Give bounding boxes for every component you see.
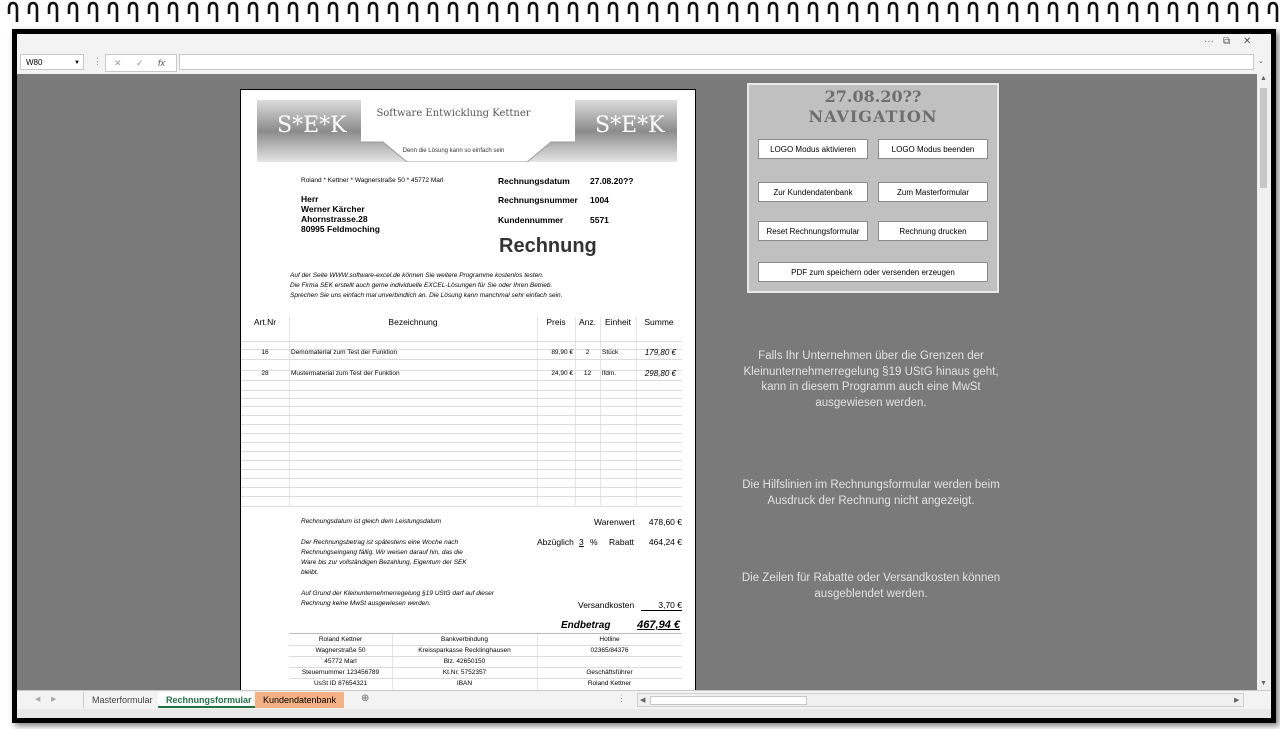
recipient-street: Ahornstrasse.28: [301, 214, 368, 224]
scroll-down-icon[interactable]: ▼: [1260, 680, 1267, 687]
footer-manager: Roland Kettner: [587, 680, 632, 687]
spiral-ring: [829, 3, 837, 22]
discount-percent-input[interactable]: 3: [579, 537, 584, 547]
col-header-einheit: Einheit: [605, 317, 631, 327]
spiral-ring: [689, 3, 697, 22]
spiral-ring: [1089, 3, 1097, 22]
note-hide-rows: Die Zeilen für Rabatte oder Versandkosten können ausgeblendet werden.: [741, 572, 1001, 600]
spiral-ring: [929, 3, 937, 22]
note-vat: Falls Ihr Unternehmen über die Grenzen der Kleinunternehmerregelung §19 UStG hinaus geht, kann in diesem Programm auch eine MwSt ausgewiesen werden.: [743, 350, 999, 409]
tab-prev-icon[interactable]: ◀: [35, 696, 41, 703]
spiral-ring: [469, 3, 477, 22]
spiral-ring: [189, 3, 197, 22]
intro-line-1: Auf der Seite WWW.software-excel.de können Sie weitere Programme kostenlos testen.: [290, 272, 544, 279]
master-form-button[interactable]: Zum Masterformular: [878, 182, 988, 202]
invoice-date-label: Rechnungsdatum: [498, 176, 570, 186]
footer-hotline-label: Hotline: [599, 636, 620, 643]
footer-manager-label: Geschäftsführer: [586, 669, 633, 676]
spiral-ring: [989, 3, 997, 22]
total-label: Endbetrag: [561, 620, 611, 631]
spiral-ring: [29, 3, 37, 22]
spiral-ring: [589, 3, 597, 22]
shipping-label: Versandkosten: [578, 600, 635, 610]
item-sum: 298,80 €: [644, 369, 676, 378]
item-artnr: 28: [261, 370, 269, 377]
create-pdf-button[interactable]: PDF zum speichern oder versenden erzeugen: [758, 262, 988, 282]
spiral-ring: [1129, 3, 1137, 22]
logo-left: S*E*K: [277, 113, 347, 138]
horizontal-scrollbar[interactable]: [637, 693, 1244, 707]
col-header-anz: Anz.: [578, 317, 596, 327]
item-sum: 179,80 €: [644, 348, 676, 357]
nav-title: NAVIGATION: [808, 107, 938, 126]
spiral-ring: [1269, 3, 1277, 22]
note-payment-line-3: Ware bis zur vollständigen Bezahlung, Eigentum der SEK: [301, 559, 467, 566]
footer-street: Wagnerstraße 50: [315, 647, 366, 654]
spiral-ring: [169, 3, 177, 22]
item-price: 89,90 €: [551, 349, 573, 356]
spiral-ring: [449, 3, 457, 22]
spiral-ring: [789, 3, 797, 22]
intro-line-2: Die Firma SEK erstellt auch gerne individuelle EXCEL-Lösungen für Sie oder Ihren Betrieb.: [290, 282, 553, 289]
footer-bank-label: Bankverbindung: [441, 636, 488, 643]
spiral-ring: [89, 3, 97, 22]
spiral-ring: [629, 3, 637, 22]
spiral-ring: [889, 3, 897, 22]
spiral-ring: [949, 3, 957, 22]
item-description: Demomaterial zum Test der Funktion: [291, 349, 398, 356]
window-titlebar: [17, 34, 1271, 52]
formula-buttons: [105, 54, 177, 72]
spiral-ring: [749, 3, 757, 22]
worksheet-area[interactable]: [17, 74, 1257, 690]
reset-invoice-button[interactable]: Reset Rechnungsformular: [758, 221, 868, 241]
vertical-scrollbar[interactable]: [1257, 74, 1271, 690]
spiral-ring: [609, 3, 617, 22]
item-description: Mustermaterial zum Test der Funktion: [291, 370, 400, 377]
invoice-date-value: 27.08.20??: [590, 176, 634, 186]
spiral-ring: [529, 3, 537, 22]
spiral-ring: [269, 3, 277, 22]
spiral-ring: [1069, 3, 1077, 22]
spiral-ring: [49, 3, 57, 22]
discount-value: 464,24 €: [648, 537, 682, 547]
spiral-ring: [489, 3, 497, 22]
discount-percent-sign: %: [590, 537, 598, 547]
total-value: 467,94 €: [637, 619, 680, 631]
spiral-ring: [429, 3, 437, 22]
print-invoice-button[interactable]: Rechnung drucken: [878, 221, 988, 241]
chevron-down-icon[interactable]: ▼: [74, 60, 80, 66]
close-icon[interactable]: ✕: [1243, 36, 1252, 47]
spiral-ring: [409, 3, 417, 22]
cancel-icon[interactable]: ✕: [114, 58, 122, 68]
footer-hotline: 02365/84376: [590, 647, 629, 654]
net-value-label: Warenwert: [594, 517, 635, 527]
footer-bank-name: Kreissparkasse Recklinghausen: [418, 647, 511, 654]
footer-blz: Blz. 42650150: [443, 658, 486, 665]
spiral-ring: [869, 3, 877, 22]
spiral-ring: [1009, 3, 1017, 22]
spiral-ring: [289, 3, 297, 22]
spiral-ring: [249, 3, 257, 22]
scroll-right-icon[interactable]: ▶: [1234, 697, 1240, 704]
spiral-ring: [149, 3, 157, 22]
tab-next-icon[interactable]: ▶: [51, 696, 57, 703]
add-sheet-icon[interactable]: ⊕: [361, 693, 370, 704]
spiral-ring: [9, 3, 17, 22]
recipient-salutation: Herr: [301, 194, 319, 204]
expand-formula-icon[interactable]: ⌄: [1258, 58, 1264, 65]
tab-splitter-icon[interactable]: ⋮: [617, 693, 626, 703]
spiral-ring: [209, 3, 217, 22]
logo-mode-on-button[interactable]: LOGO Modus aktivieren: [758, 139, 868, 159]
drag-handle-icon[interactable]: ⋮: [93, 56, 102, 66]
tab-masterformular[interactable]: Masterformular: [83, 692, 161, 708]
invoice-page: [240, 89, 696, 691]
col-header-preis: Preis: [546, 317, 566, 327]
spiral-ring: [1229, 3, 1237, 22]
spiral-ring: [69, 3, 77, 22]
nav-date: 27.08.20??: [824, 87, 922, 106]
scroll-up-icon[interactable]: ▲: [1260, 75, 1267, 82]
spiral-ring: [1109, 3, 1117, 22]
spiral-ring: [389, 3, 397, 22]
sheet-tab-bar: [17, 690, 1271, 709]
note-payment-line-2: Rechnungseingang fällig. Wir weisen darauf hin, das die: [301, 549, 463, 556]
customer-number-label: Kundennummer: [498, 215, 564, 225]
net-value: 478,60 €: [648, 517, 682, 527]
logo-mode-off-button[interactable]: LOGO Modus beenden: [878, 139, 988, 159]
footer-account: Kt.Nr. 5752357: [442, 669, 487, 676]
footer-tax-number: Steuernummer 123456789: [301, 669, 380, 676]
note-payment-line-4: bleibt.: [301, 569, 319, 576]
spiral-ring: [229, 3, 237, 22]
formula-input[interactable]: [179, 54, 1254, 70]
spiral-ring: [309, 3, 317, 22]
spiral-ring: [1029, 3, 1037, 22]
spiral-ring: [649, 3, 657, 22]
spiral-ring: [1189, 3, 1197, 22]
item-quantity: 2: [585, 349, 590, 356]
footer-owner: Roland Kettner: [318, 636, 363, 643]
spiral-ring: [1249, 3, 1257, 22]
footer-city: 45772 Marl: [324, 658, 357, 665]
spiral-ring: [769, 3, 777, 22]
note-tax-line-2: Rechnung keine MwSt ausgewiesen werden.: [301, 600, 431, 607]
spiral-ring: [349, 3, 357, 22]
discount-label: Rabatt: [609, 537, 635, 547]
spiral-ring: [709, 3, 717, 22]
col-header-bezeichnung: Bezeichnung: [388, 317, 438, 327]
item-unit: Stück: [602, 349, 619, 356]
shipping-value: 3,70 €: [658, 600, 682, 610]
spiral-ring: [569, 3, 577, 22]
item-unit: lfdm.: [602, 370, 617, 377]
spiral-ring: [809, 3, 817, 22]
note-payment-line-1: Der Rechnungsbetrag ist spätestens eine Woche nach: [301, 539, 459, 546]
function-icon[interactable]: fx: [158, 58, 166, 68]
invoice-title: Rechnung: [499, 235, 597, 257]
name-box[interactable]: [20, 54, 84, 70]
spiral-ring: [129, 3, 137, 22]
item-price: 24,90 €: [551, 370, 573, 377]
navigation-panel: [747, 83, 999, 293]
scroll-thumb[interactable]: [650, 696, 807, 705]
customer-number-value: 5571: [590, 215, 609, 225]
restore-icon[interactable]: ⧉: [1223, 36, 1231, 47]
item-artnr: 16: [261, 349, 269, 356]
sender-line: Roland * Kettner * Wagnerstraße 50 * 45772 Marl: [301, 177, 444, 184]
spiral-ring: [1149, 3, 1157, 22]
tab-rechnungsformular[interactable]: Rechnungsformular: [158, 692, 260, 708]
spiral-ring: [969, 3, 977, 22]
item-quantity: 12: [583, 370, 592, 377]
note-tax-line-1: Auf Grund der Kleinunternehmerregelung §19 UStG darf auf dieser: [301, 590, 494, 597]
note-guides: Die Hilfslinien im Rechnungsformular werden beim Ausdruck der Rechnung nicht angezeigt.: [742, 479, 1000, 507]
company-slogan: Denn die Lösung kann so einfach sein: [402, 148, 505, 154]
col-header-summe: Summe: [644, 317, 674, 327]
spiral-ring: [1169, 3, 1177, 22]
spiral-ring: [329, 3, 337, 22]
spiral-ring: [849, 3, 857, 22]
confirm-icon[interactable]: ✓: [136, 58, 144, 68]
excel-window: [12, 29, 1276, 723]
footer-vat-id: UsSt ID 87654321: [313, 680, 368, 687]
spiral-binding: [0, 0, 1280, 30]
invoice-number-label: Rechnungsnummer: [498, 195, 578, 205]
invoice-number-value: 1004: [590, 195, 609, 205]
discount-prefix-label: Abzüglich: [537, 537, 574, 547]
name-box-value: W80: [26, 58, 43, 67]
spiral-ring: [729, 3, 737, 22]
formula-bar: [17, 52, 1271, 74]
spiral-ring: [1209, 3, 1217, 22]
note-service-date: Rechnungsdatum ist gleich dem Leistungsdatum: [301, 518, 442, 525]
recipient-city: 80995 Feldmoching: [301, 224, 380, 234]
intro-line-3: Sprechen Sie uns einfach mal unverbindlich an. Die Lösung kann manchmal sehr einfach sein.: [290, 292, 563, 299]
logo-right: S*E*K: [595, 113, 665, 138]
col-header-artnr: Art.Nr: [253, 317, 277, 327]
tab-kundendatenbank[interactable]: Kundendatenbank: [255, 692, 344, 708]
spiral-ring: [669, 3, 677, 22]
spiral-ring: [909, 3, 917, 22]
spiral-ring: [109, 3, 117, 22]
footer-iban: IBAN: [456, 680, 473, 687]
spiral-ring: [509, 3, 517, 22]
spiral-ring: [549, 3, 557, 22]
spiral-ring: [1049, 3, 1057, 22]
recipient-name: Werner Kärcher: [301, 204, 365, 214]
scroll-left-icon[interactable]: ◀: [640, 697, 646, 704]
company-name: Software Entwicklung Kettner: [376, 108, 531, 119]
customer-database-button[interactable]: Zur Kundendatenbank: [758, 182, 868, 202]
spiral-ring: [369, 3, 377, 22]
more-icon[interactable]: ···: [1204, 36, 1214, 47]
scroll-thumb[interactable]: [1260, 88, 1267, 188]
